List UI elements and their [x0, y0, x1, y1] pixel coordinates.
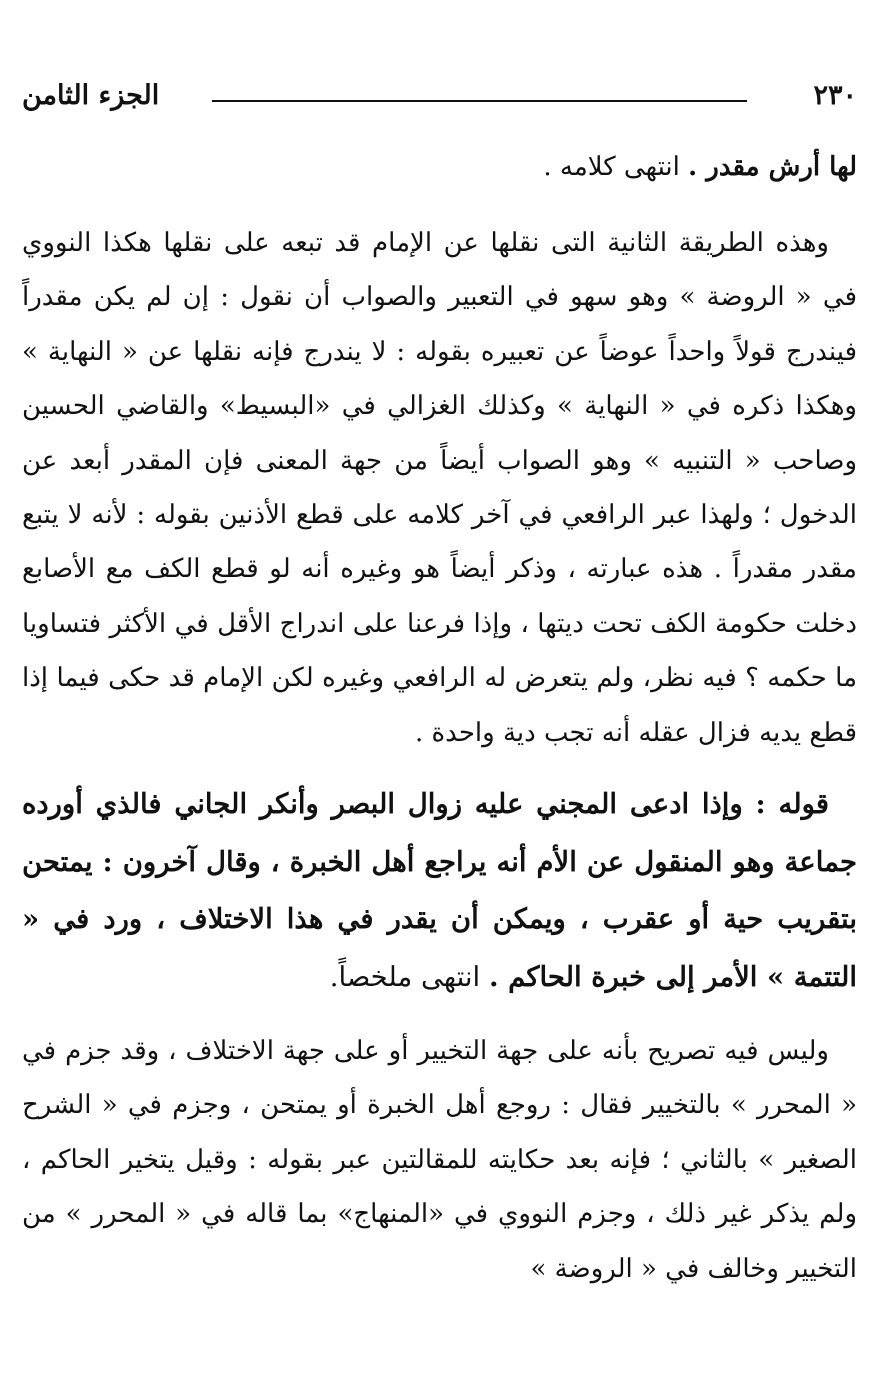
paragraph-2: وليس فيه تصريح بأنه على جهة التخيير أو على جهة الاختلاف ، وقد جزم في « المحرر » بالتخيير فقال : روجع أهل الخبرة أو يمتحن ، وجزم في « الشرح الصغير » بالثاني ؛ فإنه بعد حكايته للمقالتين عبر بقوله : وقيل يتخير الحاكم ، ولم يذكر غير ذلك ، وجزم النووي في «المنهاج» بما قاله في « المحرر » من التخيير وخالف في « الروضة »	[22, 1036, 857, 1284]
page-header	[22, 80, 857, 130]
paragraph-1: وهذه الطريقة الثانية التى نقلها عن الإمام قد تبعه على نقلها هكذا النووي في « الروضة » وهو سهو في التعبير والصواب أن نقول : إن لم يكن مقدراً فيندرج قولاً واحداً عوضاً عن تعبيره بقوله : لا يندرج فإنه نقلها عن « النهاية » وهكذا ذكره في « النهاية » وكذلك الغزالي في «البسيط» والقاضي الحسين وصاحب « التنبيه » وهو الصواب أيضاً من جهة المعنى فإن المقدر أبعد عن الدخول ؛ ولهذا عبر الرافعي في آخر كلامه على قطع الأذنين بقوله : لأنه لا يتبع مقدر مقدراً . هذه عبارته ، وذكر أيضاً هو وغيره أنه لو قطع الكف مع الأصابع دخلت حكومة الكف تحت ديتها ، وإذا فرعنا على اندراج الأقل في الأكثر فتساويا ما حكمه ؟ فيه نظر، ولم يتعرض له الرافعي وغيره لكن الإمام قد حكى فيما إذا قطع يديه فزال عقله أنه تجب دية واحدة .	[22, 228, 857, 748]
header-rule	[212, 100, 747, 102]
opening-rest-text: انتهى كلامه .	[543, 152, 689, 182]
quoted-passage	[22, 776, 857, 1006]
body-text	[22, 140, 857, 1296]
quoted-passage-suffix: انتهى ملخصاً.	[329, 960, 489, 993]
running-title: الجزء الثامن	[22, 80, 160, 111]
opening-line	[22, 140, 857, 194]
opening-bold-text: لها أرش مقدر .	[688, 152, 857, 182]
quoted-passage-text: قوله : وإذا ادعى المجني عليه زوال البصر وأنكر الجاني فالذي أورده جماعة وهو المنقول عن الأم أنه يراجع أهل الخبرة ، وقال آخرون : يمتحن بتقريب حية أو عقرب ، ويمكن أن يقدر في هذا الاختلاف ، ورد في « التتمة » الأمر إلى خبرة الحاكم .	[22, 788, 857, 993]
page-number: ٢٣٠	[813, 80, 857, 111]
